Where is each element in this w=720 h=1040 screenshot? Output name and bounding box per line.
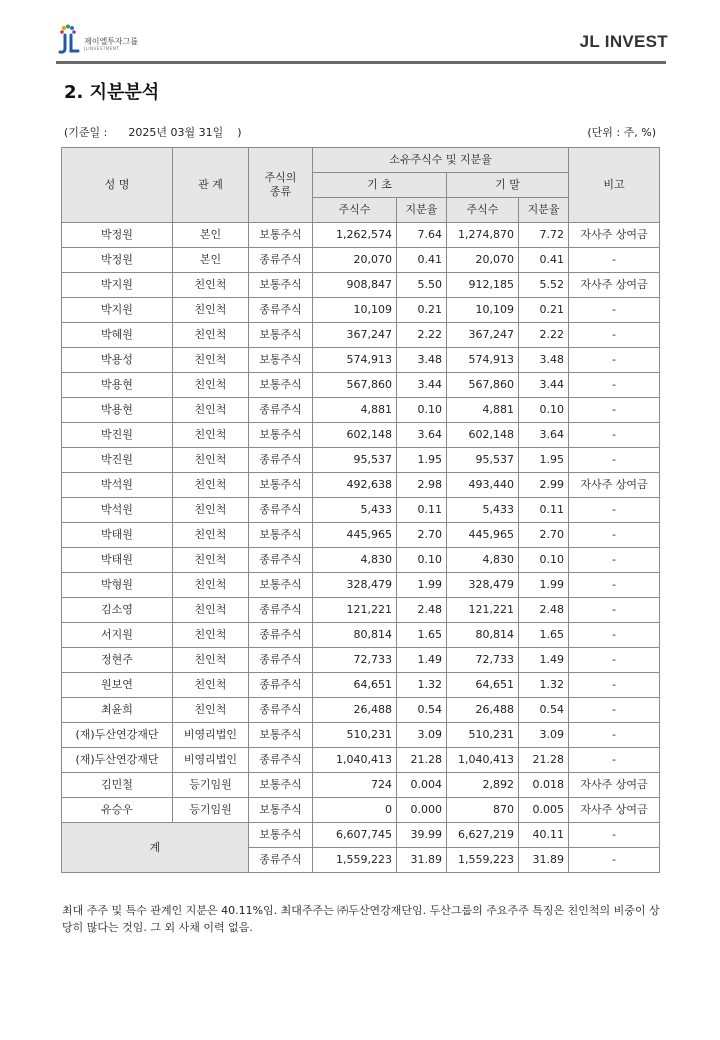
cell-begin-shares: 1,262,574 (313, 223, 397, 248)
cell-relation: 본인 (173, 223, 249, 248)
cell-end-ratio: 0.54 (519, 698, 569, 723)
cell-note: - (569, 373, 660, 398)
cell-begin-ratio: 7.64 (397, 223, 447, 248)
cell-end-ratio: 0.21 (519, 298, 569, 323)
cell-begin-ratio: 0.11 (397, 498, 447, 523)
cell-stock-type: 보통주식 (249, 348, 313, 373)
cell-end-ratio: 1.65 (519, 623, 569, 648)
cell-begin-shares: 4,830 (313, 548, 397, 573)
cell-note: - (569, 598, 660, 623)
cell-end-ratio: 1.99 (519, 573, 569, 598)
cell-name: 박석원 (62, 498, 173, 523)
cell-relation: 친인척 (173, 398, 249, 423)
cell-relation: 친인척 (173, 548, 249, 573)
cell-relation: 등기임원 (173, 773, 249, 798)
cell-begin-ratio: 0.21 (397, 298, 447, 323)
shareholder-rows (62, 223, 660, 873)
table-row (62, 723, 660, 748)
header-name: 성 명 (62, 148, 173, 223)
table-row (62, 623, 660, 648)
cell-begin-ratio: 0.000 (397, 798, 447, 823)
table-row (62, 473, 660, 498)
header-begin-shares: 주식수 (313, 198, 397, 223)
cell-relation: 친인척 (173, 423, 249, 448)
cell-end-shares: 2,892 (447, 773, 519, 798)
cell-begin-ratio: 3.09 (397, 723, 447, 748)
cell-stock-type: 보통주식 (249, 273, 313, 298)
cell-name: 유승우 (62, 798, 173, 823)
cell-name: 박지원 (62, 298, 173, 323)
cell-note: - (569, 298, 660, 323)
cell-name: 박형원 (62, 573, 173, 598)
header-divider (56, 61, 666, 64)
cell-note: 자사주 상여금 (569, 273, 660, 298)
shareholder-table (61, 147, 660, 873)
table-row (62, 523, 660, 548)
cell-end-ratio: 0.10 (519, 548, 569, 573)
cell-begin-shares: 6,607,745 (313, 823, 397, 848)
cell-begin-ratio: 2.98 (397, 473, 447, 498)
cell-end-shares: 26,488 (447, 698, 519, 723)
cell-begin-shares: 445,965 (313, 523, 397, 548)
cell-name: 박석원 (62, 473, 173, 498)
cell-name: (재)두산연강재단 (62, 748, 173, 773)
table-row (62, 373, 660, 398)
table-row (62, 698, 660, 723)
cell-end-shares: 567,860 (447, 373, 519, 398)
cell-note: 자사주 상여금 (569, 798, 660, 823)
cell-end-shares: 870 (447, 798, 519, 823)
cell-name: 최윤희 (62, 698, 173, 723)
cell-stock-type: 보통주식 (249, 373, 313, 398)
cell-end-shares: 80,814 (447, 623, 519, 648)
cell-note: - (569, 348, 660, 373)
cell-end-ratio: 5.52 (519, 273, 569, 298)
cell-note: 자사주 상여금 (569, 773, 660, 798)
cell-begin-shares: 1,559,223 (313, 848, 397, 873)
cell-stock-type: 종류주식 (249, 248, 313, 273)
cell-end-ratio: 0.11 (519, 498, 569, 523)
cell-stock-type: 보통주식 (249, 223, 313, 248)
cell-begin-shares: 5,433 (313, 498, 397, 523)
cell-end-shares: 574,913 (447, 348, 519, 373)
cell-begin-shares: 4,881 (313, 398, 397, 423)
cell-end-ratio: 2.48 (519, 598, 569, 623)
cell-relation: 친인척 (173, 598, 249, 623)
table-row (62, 773, 660, 798)
cell-stock-type: 종류주식 (249, 548, 313, 573)
cell-stock-type: 종류주식 (249, 748, 313, 773)
cell-end-shares: 912,185 (447, 273, 519, 298)
table-row (62, 598, 660, 623)
cell-relation: 친인척 (173, 348, 249, 373)
cell-begin-shares: 10,109 (313, 298, 397, 323)
table-row (62, 548, 660, 573)
cell-begin-ratio: 3.64 (397, 423, 447, 448)
cell-end-ratio: 21.28 (519, 748, 569, 773)
cell-name: 박정원 (62, 223, 173, 248)
cell-end-ratio: 40.11 (519, 823, 569, 848)
cell-relation: 친인척 (173, 648, 249, 673)
cell-note: - (569, 673, 660, 698)
cell-end-ratio: 2.22 (519, 323, 569, 348)
cell-note: 자사주 상여금 (569, 223, 660, 248)
cell-end-shares: 4,881 (447, 398, 519, 423)
logo-mark-icon (56, 24, 82, 56)
cell-relation: 친인척 (173, 373, 249, 398)
cell-stock-type: 보통주식 (249, 573, 313, 598)
cell-name: 김민철 (62, 773, 173, 798)
cell-relation: 친인척 (173, 498, 249, 523)
cell-begin-shares: 1,040,413 (313, 748, 397, 773)
cell-end-shares: 121,221 (447, 598, 519, 623)
cell-begin-ratio: 2.22 (397, 323, 447, 348)
cell-begin-shares: 64,651 (313, 673, 397, 698)
cell-stock-type: 종류주식 (249, 698, 313, 723)
cell-begin-shares: 26,488 (313, 698, 397, 723)
header-beginning: 기 초 (313, 173, 447, 198)
table-row (62, 673, 660, 698)
cell-begin-shares: 724 (313, 773, 397, 798)
table-row (62, 323, 660, 348)
cell-relation: 친인척 (173, 523, 249, 548)
cell-end-shares: 328,479 (447, 573, 519, 598)
total-row (62, 823, 660, 848)
cell-relation: 친인척 (173, 473, 249, 498)
cell-note: - (569, 398, 660, 423)
cell-stock-type: 종류주식 (249, 448, 313, 473)
cell-end-shares: 493,440 (447, 473, 519, 498)
base-date-close: ) (237, 126, 242, 139)
cell-stock-type: 종류주식 (249, 398, 313, 423)
cell-begin-ratio: 39.99 (397, 823, 447, 848)
cell-name: 박지원 (62, 273, 173, 298)
page-header (0, 0, 720, 66)
cell-end-shares: 445,965 (447, 523, 519, 548)
cell-name: 김소영 (62, 598, 173, 623)
header-end-ratio: 지분율 (519, 198, 569, 223)
cell-end-ratio: 7.72 (519, 223, 569, 248)
cell-stock-type: 보통주식 (249, 723, 313, 748)
header-end-shares: 주식수 (447, 198, 519, 223)
cell-note: - (569, 323, 660, 348)
cell-end-ratio: 3.09 (519, 723, 569, 748)
cell-begin-ratio: 0.41 (397, 248, 447, 273)
cell-end-ratio: 0.10 (519, 398, 569, 423)
cell-relation: 친인척 (173, 698, 249, 723)
cell-end-ratio: 0.018 (519, 773, 569, 798)
cell-note: - (569, 748, 660, 773)
unit-label: (단위 : 주, %) (587, 126, 656, 139)
cell-begin-ratio: 0.004 (397, 773, 447, 798)
cell-begin-ratio: 21.28 (397, 748, 447, 773)
cell-end-shares: 510,231 (447, 723, 519, 748)
cell-note: - (569, 523, 660, 548)
cell-note: - (569, 423, 660, 448)
cell-relation: 본인 (173, 248, 249, 273)
cell-relation: 친인척 (173, 448, 249, 473)
cell-name: 박정원 (62, 248, 173, 273)
cell-end-ratio: 1.95 (519, 448, 569, 473)
cell-end-ratio: 3.64 (519, 423, 569, 448)
analysis-footnote: 최대 주주 및 특수 관계인 지분은 40.11%임. 최대주주는 ㈜두산연강재단임. 두산그룹의 주요주주 특징은 친인척의 비중이 상당히 많다는 것임. 그 외 사채 이력 없음. (62, 904, 660, 934)
cell-end-ratio: 2.70 (519, 523, 569, 548)
cell-note: - (569, 548, 660, 573)
cell-begin-ratio: 31.89 (397, 848, 447, 873)
table-row (62, 273, 660, 298)
cell-stock-type: 종류주식 (249, 598, 313, 623)
cell-stock-type: 보통주식 (249, 798, 313, 823)
cell-end-shares: 64,651 (447, 673, 519, 698)
cell-end-ratio: 3.44 (519, 373, 569, 398)
cell-name: 박용현 (62, 373, 173, 398)
cell-relation: 등기임원 (173, 798, 249, 823)
cell-begin-shares: 492,638 (313, 473, 397, 498)
cell-end-shares: 602,148 (447, 423, 519, 448)
cell-end-ratio: 3.48 (519, 348, 569, 373)
cell-note: - (569, 248, 660, 273)
cell-begin-ratio: 2.70 (397, 523, 447, 548)
cell-stock-type: 종류주식 (249, 298, 313, 323)
header-begin-ratio: 지분율 (397, 198, 447, 223)
cell-stock-type: 보통주식 (249, 423, 313, 448)
brand-name: JL INVEST (579, 32, 668, 51)
cell-begin-shares: 567,860 (313, 373, 397, 398)
cell-stock-type: 보통주식 (249, 323, 313, 348)
cell-begin-shares: 20,070 (313, 248, 397, 273)
cell-begin-shares: 510,231 (313, 723, 397, 748)
cell-relation: 친인척 (173, 298, 249, 323)
cell-begin-ratio: 0.54 (397, 698, 447, 723)
cell-name: 박용현 (62, 398, 173, 423)
cell-name: 박진원 (62, 448, 173, 473)
cell-begin-ratio: 5.50 (397, 273, 447, 298)
table-row (62, 348, 660, 373)
table-row (62, 423, 660, 448)
cell-name: 박혜원 (62, 323, 173, 348)
cell-end-shares: 1,559,223 (447, 848, 519, 873)
cell-end-shares: 367,247 (447, 323, 519, 348)
cell-begin-shares: 574,913 (313, 348, 397, 373)
cell-end-shares: 20,070 (447, 248, 519, 273)
cell-end-shares: 10,109 (447, 298, 519, 323)
cell-note: - (569, 623, 660, 648)
table-row (62, 648, 660, 673)
cell-end-shares: 4,830 (447, 548, 519, 573)
cell-note: - (569, 573, 660, 598)
section-title: 2. 지분분석 (64, 82, 160, 103)
cell-note: - (569, 848, 660, 873)
cell-end-shares: 1,040,413 (447, 748, 519, 773)
cell-note: - (569, 448, 660, 473)
header-stock-type: 주식의 종류 (249, 148, 313, 223)
cell-name: 박진원 (62, 423, 173, 448)
cell-end-ratio: 31.89 (519, 848, 569, 873)
table-row (62, 498, 660, 523)
cell-note: - (569, 823, 660, 848)
table-row (62, 398, 660, 423)
cell-begin-shares: 95,537 (313, 448, 397, 473)
cell-relation: 친인척 (173, 273, 249, 298)
base-date-value: 2025년 03월 31일 (128, 126, 224, 139)
table-row (62, 248, 660, 273)
cell-stock-type: 보통주식 (249, 773, 313, 798)
cell-note: - (569, 498, 660, 523)
cell-begin-shares: 80,814 (313, 623, 397, 648)
cell-relation: 비영리법인 (173, 748, 249, 773)
cell-begin-shares: 367,247 (313, 323, 397, 348)
cell-stock-type: 보통주식 (249, 823, 313, 848)
header-note: 비고 (569, 148, 660, 223)
cell-end-ratio: 2.99 (519, 473, 569, 498)
cell-name: 정현주 (62, 648, 173, 673)
cell-begin-ratio: 0.10 (397, 398, 447, 423)
table-row (62, 748, 660, 773)
table-row (62, 298, 660, 323)
cell-begin-ratio: 1.32 (397, 673, 447, 698)
cell-name: 박태원 (62, 548, 173, 573)
cell-note: 자사주 상여금 (569, 473, 660, 498)
cell-end-shares: 72,733 (447, 648, 519, 673)
cell-name: 원보연 (62, 673, 173, 698)
cell-name: (재)두산연강재단 (62, 723, 173, 748)
cell-stock-type: 종류주식 (249, 673, 313, 698)
cell-relation: 친인척 (173, 573, 249, 598)
cell-end-ratio: 1.32 (519, 673, 569, 698)
cell-begin-shares: 72,733 (313, 648, 397, 673)
cell-name: 박용성 (62, 348, 173, 373)
cell-relation: 비영리법인 (173, 723, 249, 748)
company-logo (56, 24, 156, 56)
cell-begin-ratio: 0.10 (397, 548, 447, 573)
cell-end-shares: 1,274,870 (447, 223, 519, 248)
cell-relation: 친인척 (173, 623, 249, 648)
cell-end-ratio: 0.41 (519, 248, 569, 273)
cell-stock-type: 종류주식 (249, 498, 313, 523)
cell-name: 박태원 (62, 523, 173, 548)
cell-begin-ratio: 2.48 (397, 598, 447, 623)
cell-begin-ratio: 1.49 (397, 648, 447, 673)
cell-begin-shares: 602,148 (313, 423, 397, 448)
table-row (62, 573, 660, 598)
cell-end-ratio: 1.49 (519, 648, 569, 673)
cell-stock-type: 종류주식 (249, 648, 313, 673)
table-row (62, 798, 660, 823)
cell-stock-type: 보통주식 (249, 473, 313, 498)
cell-begin-ratio: 1.95 (397, 448, 447, 473)
logo-text: 제이엘투자그룹 (84, 37, 139, 46)
cell-begin-shares: 0 (313, 798, 397, 823)
cell-stock-type: 보통주식 (249, 523, 313, 548)
cell-note: - (569, 723, 660, 748)
header-relation: 관 계 (173, 148, 249, 223)
cell-end-shares: 95,537 (447, 448, 519, 473)
cell-relation: 친인척 (173, 323, 249, 348)
logo-subtext: JLINVESTMENT (84, 46, 120, 51)
base-date-label: (기준일 : (64, 126, 108, 139)
header-owned-shares: 소유주식수 및 지분율 (313, 148, 569, 173)
cell-note: - (569, 648, 660, 673)
cell-begin-shares: 908,847 (313, 273, 397, 298)
cell-note: - (569, 698, 660, 723)
table-row (62, 223, 660, 248)
total-label: 계 (62, 823, 249, 873)
cell-end-ratio: 0.005 (519, 798, 569, 823)
cell-begin-ratio: 1.65 (397, 623, 447, 648)
cell-end-shares: 6,627,219 (447, 823, 519, 848)
base-date-line (64, 124, 242, 140)
table-row (62, 448, 660, 473)
cell-begin-shares: 328,479 (313, 573, 397, 598)
cell-begin-ratio: 3.44 (397, 373, 447, 398)
cell-relation: 친인척 (173, 673, 249, 698)
header-ending: 기 말 (447, 173, 569, 198)
cell-stock-type: 종류주식 (249, 623, 313, 648)
cell-name: 서지원 (62, 623, 173, 648)
cell-begin-shares: 121,221 (313, 598, 397, 623)
cell-stock-type: 종류주식 (249, 848, 313, 873)
cell-end-shares: 5,433 (447, 498, 519, 523)
cell-begin-ratio: 1.99 (397, 573, 447, 598)
cell-begin-ratio: 3.48 (397, 348, 447, 373)
